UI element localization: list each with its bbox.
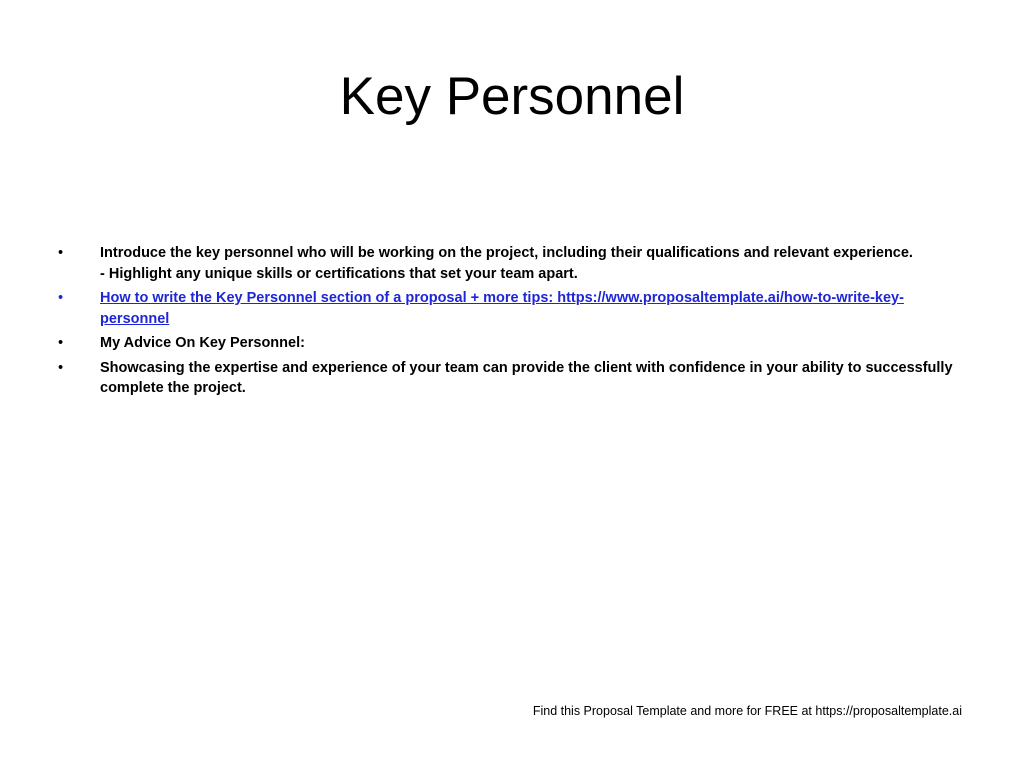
bullet-marker: • xyxy=(58,245,64,261)
bullet-item-advice-heading xyxy=(58,333,958,354)
bullet-list xyxy=(58,243,958,403)
bullet-text: Showcasing the expertise and experience of your team can provide the client with confidence in your ability to successfully complete the project. xyxy=(100,359,953,396)
bullet-item-intro xyxy=(58,243,958,284)
guide-link[interactable]: How to write the Key Personnel section of a proposal + more tips: https://www.proposaltemplate.ai/how-to-write-key-personnel xyxy=(100,290,904,327)
bullet-item-advice xyxy=(58,358,958,399)
bullet-text: Introduce the key personnel who will be working on the project, including their qualifications and relevant experience. - Highlight any unique skills or certifications that set your team apart. xyxy=(100,245,913,282)
bullet-marker: • xyxy=(58,335,64,351)
slide-title: Key Personnel xyxy=(339,67,685,126)
bullet-marker: • xyxy=(58,290,64,306)
footer-note: Find this Proposal Template and more for FREE at https://proposaltemplate.ai xyxy=(532,704,962,718)
bullet-text: My Advice On Key Personnel: xyxy=(100,335,305,351)
bullet-marker: • xyxy=(58,359,64,376)
bullet-item-link xyxy=(58,288,958,329)
